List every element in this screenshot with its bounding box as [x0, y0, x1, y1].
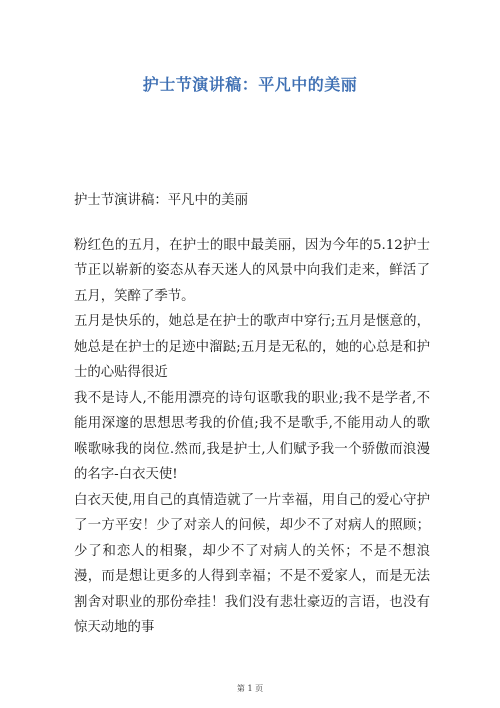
paragraph-1: 粉红色的五月，在护士的眼中最美丽，因为今年的5.12护士节正以崭新的姿态从春天迷人的风景中向我们走来，鲜活了五月，笑醉了季节。 [74, 237, 430, 304]
paragraph-4: 白衣天使,用自己的真情造就了一片幸福，用自己的爱心守护了一方平安！少了对亲人的问候，却少不了对病人的照顾；少了和恋人的相聚，却少不了对病人的关怀；不是不想浪漫，而是想让更多的人得到幸福；不是不爱家人，而是无法割舍对职业的那份牵挂！我们没有悲壮豪迈的言语，也没有惊天动地的事 [74, 492, 430, 635]
paragraph-3: 我不是诗人,不能用漂亮的诗句讴歌我的职业;我不是学者,不能用深邃的思想思考我的价值;我不是歌手,不能用动人的歌喉歌咏我的岗位.然而,我是护士,人们赋予我一个骄傲而浪漫的名字-白衣天使! [74, 390, 430, 482]
document-subtitle: 护士节演讲稿：平凡中的美丽 [74, 193, 249, 208]
page-number: 第 1 页 [236, 684, 264, 693]
paragraph-2: 五月是快乐的，她总是在护士的歌声中穿行;五月是惬意的，她总是在护士的足迹中溜跶;五月是无私的，她的心总是和护士的心贴得很近 [74, 314, 430, 380]
document-title: 护士节演讲稿：平凡中的美丽 [142, 75, 358, 94]
document-body [74, 188, 430, 641]
